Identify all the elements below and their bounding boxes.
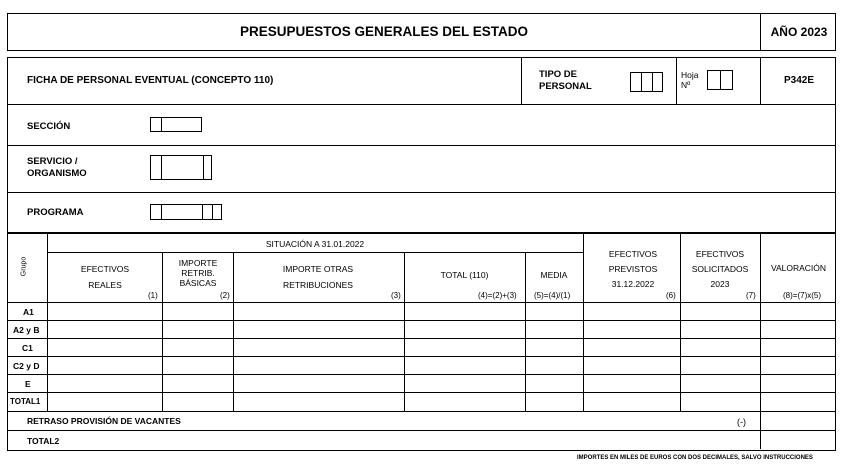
header-bar <box>7 13 836 51</box>
col-header-otras-retrib: IMPORTE OTRAS RETRIBUCIONES <box>282 264 354 290</box>
service-code-boxes[interactable] <box>150 155 212 180</box>
col-num-6: (6) <box>666 291 676 300</box>
row-label-e: E <box>25 379 31 389</box>
personnel-type-label: TIPO DE PERSONAL <box>539 69 592 92</box>
col-num-2: (2) <box>220 291 230 300</box>
form-main-title: PRESUPUESTOS GENERALES DEL ESTADO <box>239 24 529 39</box>
col-header-valoracion: VALORACIÓN <box>770 263 827 273</box>
section-code-boxes[interactable] <box>150 117 202 132</box>
form-subtitle: FICHA DE PERSONAL EVENTUAL (CONCEPTO 110) <box>27 75 274 86</box>
service-label: SERVICIO / ORGANISMO <box>27 156 87 179</box>
row-label-c1: C1 <box>22 343 33 353</box>
personnel-type-boxes[interactable] <box>630 72 663 92</box>
col-num-4: (4)=(2)+(3) <box>478 291 517 300</box>
situation-header: SITUACIÓN A 31.01.2022 <box>265 239 365 249</box>
col-header-efectivos-previstos: EFECTIVOS PREVISTOS 31.12.2022 <box>608 249 658 289</box>
row-label-a1: A1 <box>23 307 34 317</box>
subheader-bar <box>7 57 836 105</box>
row-label-a2b: A2 y B <box>13 325 40 335</box>
col-num-7: (7) <box>746 291 756 300</box>
year-label: AÑO 2023 <box>770 25 828 39</box>
col-header-total-110: TOTAL (110) <box>440 270 489 280</box>
row-label-total1: TOTAL1 <box>10 397 41 406</box>
delay-sign: (-) <box>737 417 746 427</box>
col-header-efectivos-reales: EFECTIVOS REALES <box>80 264 130 290</box>
row-label-c2d: C2 y D <box>13 361 40 371</box>
sheet-number-boxes[interactable] <box>707 70 733 90</box>
section-panel <box>7 105 836 233</box>
col-header-efectivos-solicitados: EFECTIVOS SOLICITADOS 2023 <box>691 249 749 289</box>
total2-label: TOTAL2 <box>27 436 60 446</box>
footer-note: IMPORTES EN MILES DE EUROS CON DOS DECIMALES, SALVO INSTRUCCIONES <box>577 455 813 461</box>
personnel-table <box>7 233 836 451</box>
col-header-media: MEDIA <box>540 270 568 280</box>
sheet-number-label: Hoja Nº <box>681 70 699 90</box>
delay-vacancies-label: RETRASO PROVISIÓN DE VACANTES <box>27 416 181 426</box>
col-num-3: (3) <box>391 291 401 300</box>
program-label: PROGRAMA <box>27 207 84 218</box>
section-label: SECCIÓN <box>27 121 71 132</box>
group-column-label: Grupo <box>20 256 28 277</box>
col-num-5: (5)=(4)/(1) <box>534 291 571 300</box>
col-num-8: (8)=(7)x(5) <box>783 291 822 300</box>
col-num-1: (1) <box>148 291 158 300</box>
program-code-boxes[interactable] <box>150 204 222 220</box>
col-header-retrib-basicas: IMPORTE RETRIB. BÁSICAS <box>178 258 218 288</box>
form-code: P342E <box>783 75 815 86</box>
